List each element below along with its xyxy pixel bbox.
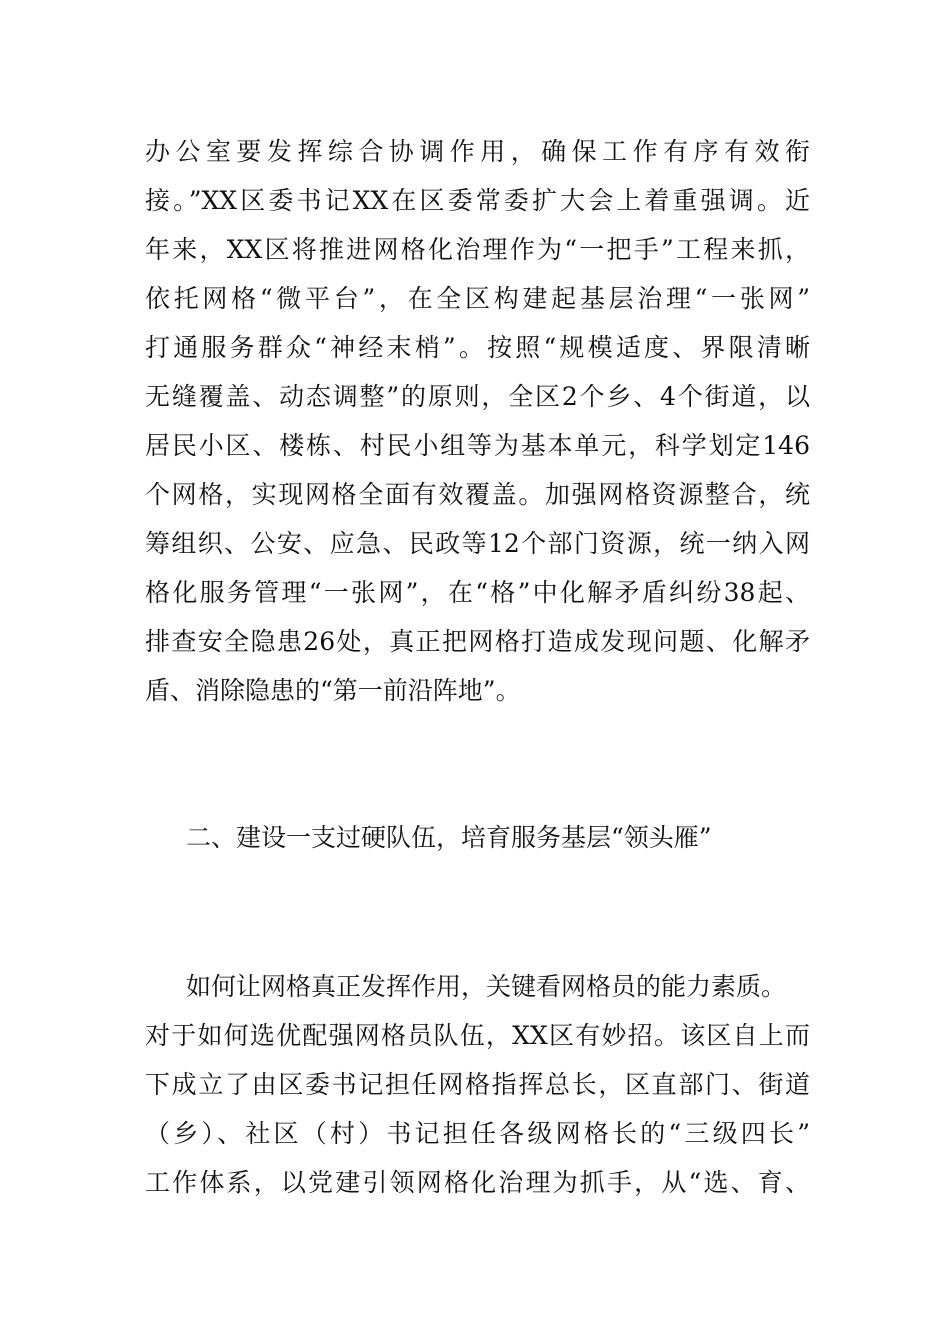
paragraph-line: 打通服务群众“神经末梢”。按照“规模适度、界限清晰 [145, 333, 810, 362]
paragraph-line: 工作体系，以党建引领网格化治理为抓手，从“选、育、 [145, 1168, 810, 1197]
section-heading: 二、建设一支过硬队伍，培育服务基层“领头雁” [186, 823, 712, 852]
paragraph-line: 筹组织、公安、应急、民政等12个部门资源，统一纳入网 [145, 529, 810, 558]
paragraph-line: 接。”XX区委书记XX在区委常委扩大会上着重强调。近 [145, 186, 810, 215]
paragraph-line: 办公室要发挥综合协调作用，确保工作有序有效衔 [145, 137, 810, 166]
paragraph-line: 年来，XX区将推进网格化治理作为“一把手”工程来抓， [145, 235, 810, 264]
paragraph-line: （乡）、社区（村）书记担任各级网格长的“三级四长” [145, 1119, 810, 1148]
paragraph-line: 无缝覆盖、动态调整”的原则，全区2个乡、4个街道，以 [145, 382, 810, 411]
paragraph-line: 如何让网格真正发挥作用，关键看网格员的能力素质。 [186, 972, 787, 1001]
paragraph-line: 格化服务管理“一张网”，在“格”中化解矛盾纠纷38起、 [145, 578, 810, 607]
paragraph-line: 对于如何选优配强网格员队伍，XX区有妙招。该区自上而 [145, 1021, 810, 1050]
paragraph-line: 排查安全隐患26处，真正把网格打造成发现问题、化解矛 [145, 627, 810, 656]
paragraph-line: 依托网格“微平台”，在全区构建起基层治理“一张网” [145, 284, 810, 313]
paragraph-line: 居民小区、楼栋、村民小组等为基本单元，科学划定146 [145, 431, 810, 460]
paragraph-line: 个网格，实现网格全面有效覆盖。加强网格资源整合，统 [145, 480, 810, 509]
paragraph-line: 下成立了由区委书记担任网格指挥总长，区直部门、街道 [145, 1070, 810, 1099]
paragraph-line: 盾、消除隐患的“第一前沿阵地”。 [145, 676, 521, 705]
